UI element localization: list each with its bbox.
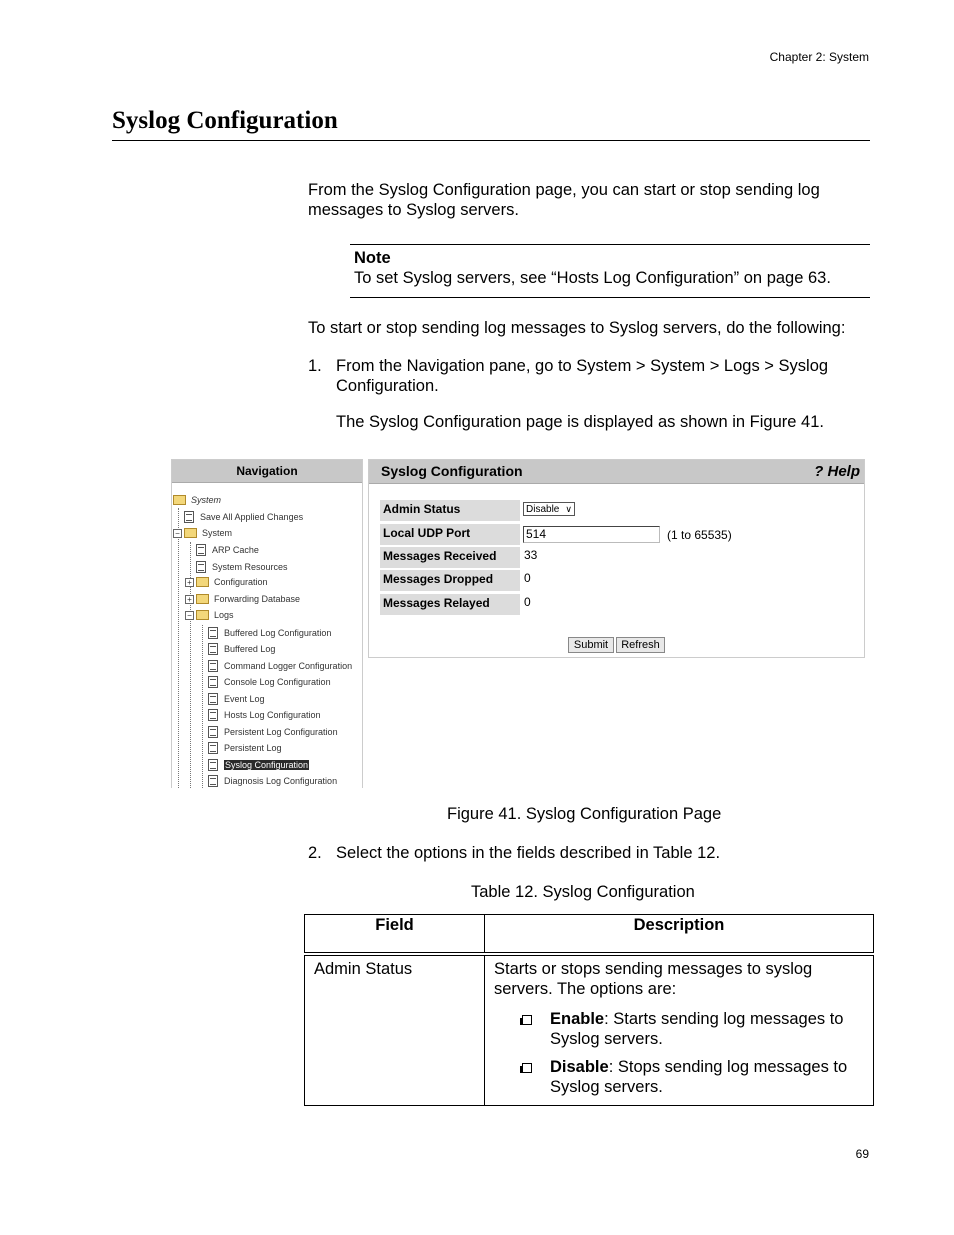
tree-item-diagnosis-log-config[interactable]: Diagnosis Log Configuration [208, 775, 337, 787]
document-icon [196, 561, 206, 573]
option-item [522, 1057, 864, 1097]
document-icon [208, 775, 218, 787]
table-row [305, 954, 874, 1106]
folder-icon [196, 594, 209, 604]
tree-item-persistent-log[interactable]: Persistent Log [208, 742, 282, 754]
document-icon [208, 693, 218, 705]
option-text: : Starts sending log messages to Syslog servers. [550, 1010, 844, 1048]
note-title: Note [354, 249, 391, 267]
document-icon [196, 544, 206, 556]
tree-item-hosts-log-config[interactable]: Hosts Log Configuration [208, 709, 321, 721]
page-number: 69 [855, 1147, 869, 1161]
messages-relayed-value: 0 [524, 595, 531, 609]
tree-item-command-logger-config[interactable]: Command Logger Configuration [208, 660, 352, 672]
tree-item-persistent-log-config[interactable]: Persistent Log Configuration [208, 726, 338, 738]
config-header [369, 460, 864, 484]
folder-icon [184, 528, 197, 538]
checkbox-bullet-icon [522, 1063, 532, 1073]
config-title: Syslog Configuration [381, 463, 523, 479]
document-icon [208, 643, 218, 655]
chevron-down-icon: ∨ [565, 504, 572, 514]
column-header-field: Field [305, 915, 485, 955]
description-text: Starts or stops sending messages to syslog servers. The options are: [494, 960, 813, 998]
tree-item-event-log[interactable]: Event Log [208, 693, 265, 705]
collapse-icon[interactable]: − [173, 529, 182, 538]
note-text: To set Syslog servers, see “Hosts Log Configuration” on page 63. [354, 269, 831, 287]
field-label-admin-status: Admin Status [380, 500, 520, 521]
tree-item-console-log-config[interactable]: Console Log Configuration [208, 676, 331, 688]
tree-item-system-root[interactable]: System [173, 495, 221, 505]
folder-icon [173, 495, 186, 505]
document-icon [184, 511, 194, 523]
step-number: 1. [308, 357, 322, 375]
field-description-table [304, 914, 874, 1106]
chapter-header: Chapter 2: System [769, 50, 869, 64]
checkbox-bullet-icon [522, 1015, 532, 1025]
admin-status-select[interactable]: Disable ∨ [523, 502, 575, 516]
note-box [350, 244, 870, 298]
table-caption: Table 12. Syslog Configuration [471, 883, 695, 901]
figure-caption: Figure 41. Syslog Configuration Page [447, 805, 722, 823]
udp-port-input[interactable]: 514 [523, 526, 660, 543]
tree-item-buffered-log[interactable]: Buffered Log [208, 643, 275, 655]
page-title: Syslog Configuration [112, 107, 338, 134]
document-icon [208, 759, 218, 771]
option-name: Disable [550, 1058, 609, 1076]
document-icon [208, 627, 218, 639]
table-header-row [305, 915, 874, 955]
option-name: Enable [550, 1010, 605, 1028]
navigation-pane [171, 459, 363, 788]
tree-item-buffered-log-config[interactable]: Buffered Log Configuration [208, 627, 331, 639]
tree-item-configuration[interactable]: + Configuration [185, 577, 268, 587]
collapse-icon[interactable]: − [185, 611, 194, 620]
messages-received-value: 33 [524, 548, 538, 562]
document-icon [208, 726, 218, 738]
syslog-config-pane [368, 459, 865, 658]
document-icon [208, 742, 218, 754]
expand-icon[interactable]: + [185, 595, 194, 604]
column-header-description: Description [485, 915, 874, 955]
tree-item-syslog-config[interactable]: Syslog Configuration [208, 759, 309, 771]
step-text: Select the options in the fields described in Table 12. [336, 844, 721, 862]
udp-port-range: (1 to 65535) [667, 528, 732, 542]
intro-paragraph: From the Syslog Configuration page, you can start or stop sending log messages to Syslog servers. [308, 181, 820, 219]
description-cell [485, 954, 874, 1106]
document-icon [208, 660, 218, 672]
instructions-paragraph: To start or stop sending log messages to Syslog servers, do the following: [308, 319, 846, 337]
folder-icon [196, 610, 209, 620]
step-followup: The Syslog Configuration page is displayed as shown in Figure 41. [336, 413, 824, 431]
refresh-button[interactable]: Refresh [616, 637, 665, 653]
tree-item-logs[interactable]: − Logs [185, 610, 234, 620]
tree-item-save-changes[interactable]: Save All Applied Changes [184, 511, 303, 523]
document-icon [208, 709, 218, 721]
field-cell: Admin Status [305, 954, 485, 1106]
field-label-messages-relayed: Messages Relayed [380, 594, 520, 615]
expand-icon[interactable]: + [185, 578, 194, 587]
option-text: : Stops sending log messages to Syslog servers. [550, 1058, 848, 1096]
option-item [522, 1009, 864, 1049]
field-label-local-udp-port: Local UDP Port [380, 524, 520, 545]
step-text: From the Navigation pane, go to System > System > Logs > Syslog Configuration. [336, 357, 829, 395]
tree-item-forwarding-database[interactable]: + Forwarding Database [185, 594, 300, 604]
title-divider [112, 140, 870, 141]
navigation-header: Navigation [172, 460, 362, 483]
messages-dropped-value: 0 [524, 571, 531, 585]
tree-item-arp-cache[interactable]: ARP Cache [196, 544, 259, 556]
tree-item-system[interactable]: − System [173, 528, 232, 538]
field-label-messages-received: Messages Received [380, 547, 520, 568]
folder-icon [196, 577, 209, 587]
help-link[interactable]: ? Help [814, 463, 860, 480]
submit-button[interactable]: Submit [568, 637, 614, 653]
tree-item-system-resources[interactable]: System Resources [196, 561, 288, 573]
step-number: 2. [308, 844, 322, 862]
document-icon [208, 676, 218, 688]
field-label-messages-dropped: Messages Dropped [380, 570, 520, 591]
